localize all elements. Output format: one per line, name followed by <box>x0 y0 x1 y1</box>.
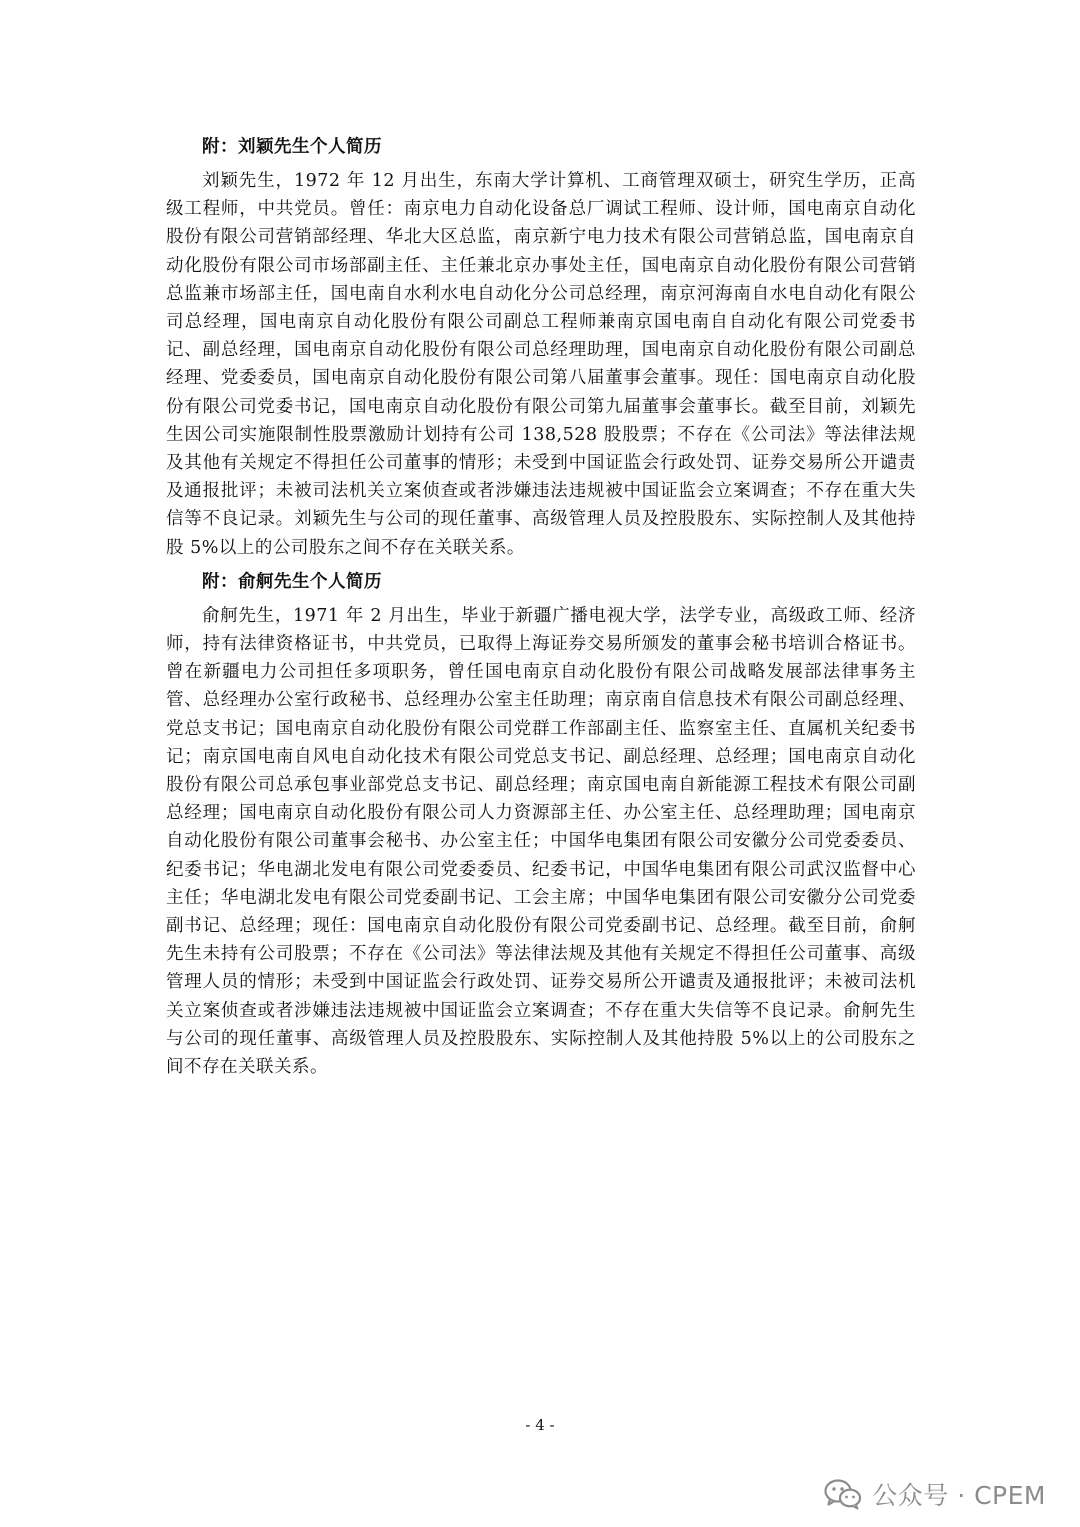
section-title: 附：刘颖先生个人简历 <box>202 137 382 157</box>
document-content <box>166 133 916 1087</box>
section-body: 刘颖先生，1972 年 12 月出生，东南大学计算机、工商管理双硕士，研究生学历，正高级工程师，中共党员。曾任：南京电力自动化设备总厂调试工程师、设计师，国电南京自动化股份有限公司营销部经理、华北大区总监，南京新宁电力技术有限公司营销总监，国电南京自动化股份有限公司市场部副主任、主任兼北京办事处主任，国电南京自动化股份有限公司营销总监兼市场部主任，国电南自水利水电自动化分公司总经理，南京河海南自水电自动化有限公司总经理，国电南京自动化股份有限公司副总工程师兼南京国电南自自动化有限公司党委书记、副总经理，国电南京自动化股份有限公司总经理助理，国电南京自动化股份有限公司副总经理、党委委员，国电南京自动化股份有限公司第八届董事会董事。现任：国电南京自动化股份有限公司党委书记，国电南京自动化股份有限公司第九届董事会董事长。截至目前，刘颖先生因公司实施限制性股票激励计划持有公司 138,528 股股票；不存在《公司法》等法律法规及其他有关规定不得担任公司董事的情形；未受到中国证监会行政处罚、证券交易所公开谴责及通报批评；未被司法机关立案侦查或者涉嫌违法违规被中国证监会立案调查；不存在重大失信等不良记录。刘颖先生与公司的现任董事、高级管理人员及控股股东、实际控制人及其他持股 5%以上的公司股东之间不存在关联关系。 <box>166 171 916 558</box>
wechat-icon <box>824 1478 862 1510</box>
resume-section-yu-ge <box>166 568 916 1081</box>
section-title: 附：俞舸先生个人简历 <box>202 571 382 592</box>
page-number: - 4 - <box>525 1416 555 1434</box>
resume-section-liu-ying <box>166 133 916 562</box>
watermark <box>824 1474 1046 1514</box>
section-body: 俞舸先生，1971 年 2 月出生，毕业于新疆广播电视大学，法学专业，高级政工师、经济师，持有法律资格证书，中共党员，已取得上海证券交易所颁发的董事会秘书培训合格证书。曾在新疆电力公司担任多项职务，曾任国电南京自动化股份有限公司战略发展部法律事务主管、总经理办公室行政秘书、总经理办公室主任助理；南京南自信息技术有限公司副总经理、党总支书记；国电南京自动化股份有限公司党群工作部副主任、监察室主任、直属机关纪委书记；南京国电南自风电自动化技术有限公司党总支书记、副总经理、总经理；国电南京自动化股份有限公司总承包事业部党总支书记、副总经理；南京国电南自新能源工程技术有限公司副总经理；国电南京自动化股份有限公司人力资源部主任、办公室主任、总经理助理；国电南京自动化股份有限公司董事会秘书、办公室主任；中国华电集团有限公司安徽分公司党委委员、纪委书记；华电湖北发电有限公司党委委员、纪委书记，中国华电集团有限公司武汉监督中心主任；华电湖北发电有限公司党委副书记、工会主席；中国华电集团有限公司安徽分公司党委副书记、总经理；现任：国电南京自动化股份有限公司党委副书记、总经理。截至目前，俞舸先生未持有公司股票；不存在《公司法》等法律法规及其他有关规定不得担任公司董事、高级管理人员的情形；未受到中国证监会行政处罚、证券交易所公开谴责及通报批评；未被司法机关立案侦查或者涉嫌违法违规被中国证监会立案调查；不存在重大失信等不良记录。俞舸先生与公司的现任董事、高级管理人员及控股股东、实际控制人及其他持股 5%以上的公司股东之间不存在关联关系。 <box>166 605 916 1078</box>
watermark-text: 公众号 · CPEM <box>872 1481 1046 1510</box>
